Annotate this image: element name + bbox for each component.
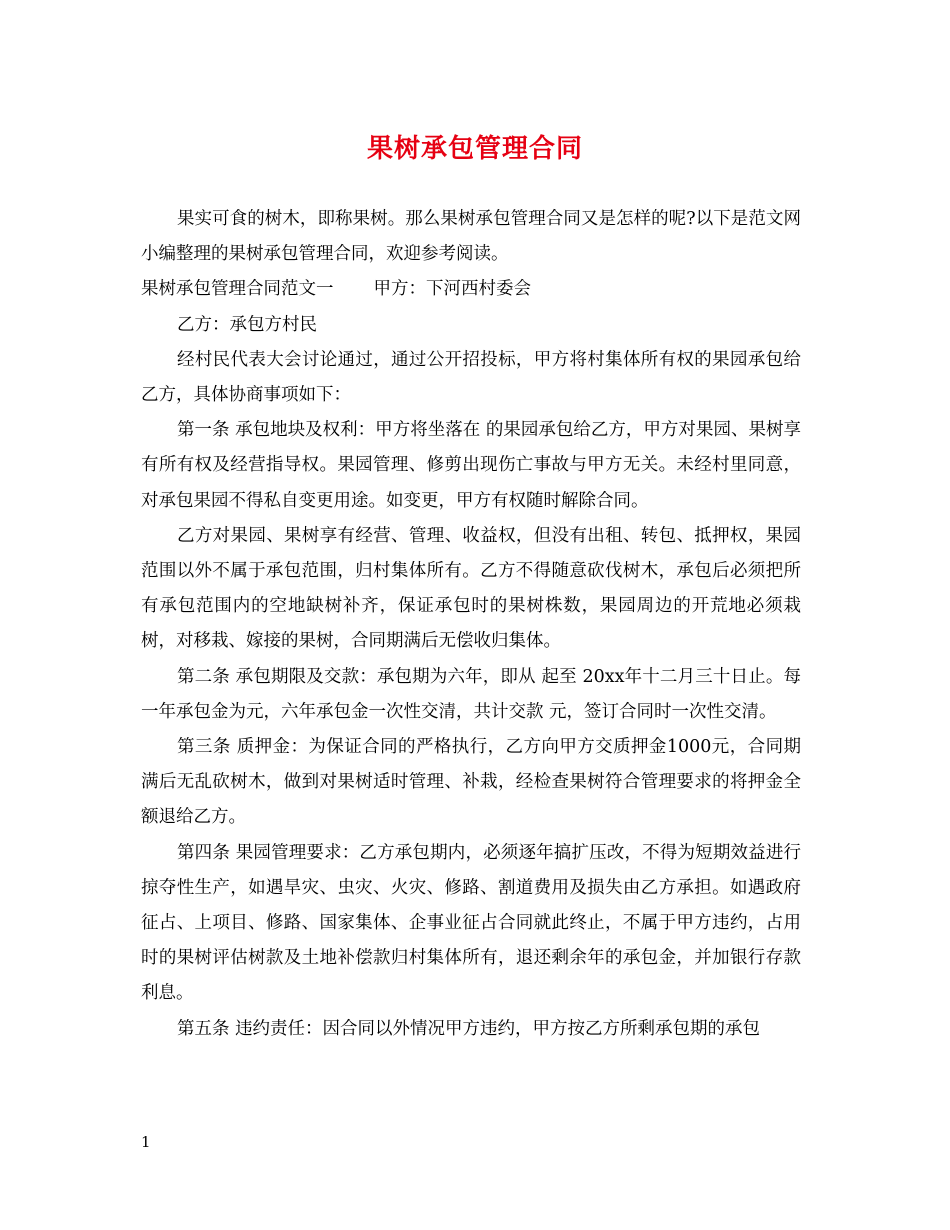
paragraph-article-4: 第四条 果园管理要求：乙方承包期内，必须逐年搞扩压改，不得为短期效益进行掠夺性生产，如遇旱灾、虫灾、火灾、修路、割道费用及损失由乙方承担。如遇政府征占、上项目、修路、国家集体、企事业征占合同就此终止，不属于甲方违约，占用时的果树评估树款及土地补偿款归村集体所有，退还剩余年的承包金，并加银行存款利息。 <box>141 842 801 1004</box>
page-number: 1 <box>141 1133 151 1151</box>
paragraph-article-5: 第五条 违约责任：因合同以外情况甲方违约，甲方按乙方所剩承包期的承包 <box>177 1018 761 1039</box>
party-a: 甲方：下河西村委会 <box>373 279 531 300</box>
sample-heading: 果树承包管理合同范文一 <box>141 279 334 300</box>
intro-paragraph: 果实可食的树木，即称果树。那么果树承包管理合同又是怎样的呢?以下是范文网小编整理的果树承包管理合同，欢迎参考阅读。 <box>141 209 801 265</box>
party-b: 乙方：承包方村民 <box>177 314 317 335</box>
sample-heading-line <box>141 272 801 307</box>
paragraph-article-2: 第二条 承包期限及交款：承包期为六年，即从 起至 20xx年十二月三十日止。每一年承包金为元，六年承包金一次性交清，共计交款 元，签订合同时一次性交清。 <box>141 666 801 722</box>
paragraph-article-1: 第一条 承包地块及权利：甲方将坐落在 的果园承包给乙方，甲方对果园、果树享有所有权及经营指导权。果园管理、修剪出现伤亡事故与甲方无关。未经村里同意，对承包果园不得私自变更用途。如变更，甲方有权随时解除合同。 <box>141 420 801 511</box>
paragraph-article-3: 第三条 质押金：为保证合同的严格执行，乙方向甲方交质押金1000元，合同期满后无乱砍树木，做到对果树适时管理、补栽，经检查果树符合管理要求的将押金全额退给乙方。 <box>141 737 801 828</box>
document-title: 果树承包管理合同 <box>366 134 583 164</box>
paragraph-article-1-rights: 乙方对果园、果树享有经营、管理、收益权，但没有出租、转包、抵押权，果园范围以外不属于承包范围，归村集体所有。乙方不得随意砍伐树木，承包后必须把所有承包范围内的空地缺树补齐，保证承包时的果树株数，果园周边的开荒地必须栽树，对移栽、嫁接的果树，合同期满后无偿收归集体。 <box>141 525 801 652</box>
paragraph-preamble: 经村民代表大会讨论通过，通过公开招投标，甲方将村集体所有权的果园承包给乙方，具体协商事项如下： <box>141 349 801 406</box>
document-body <box>141 202 801 1047</box>
